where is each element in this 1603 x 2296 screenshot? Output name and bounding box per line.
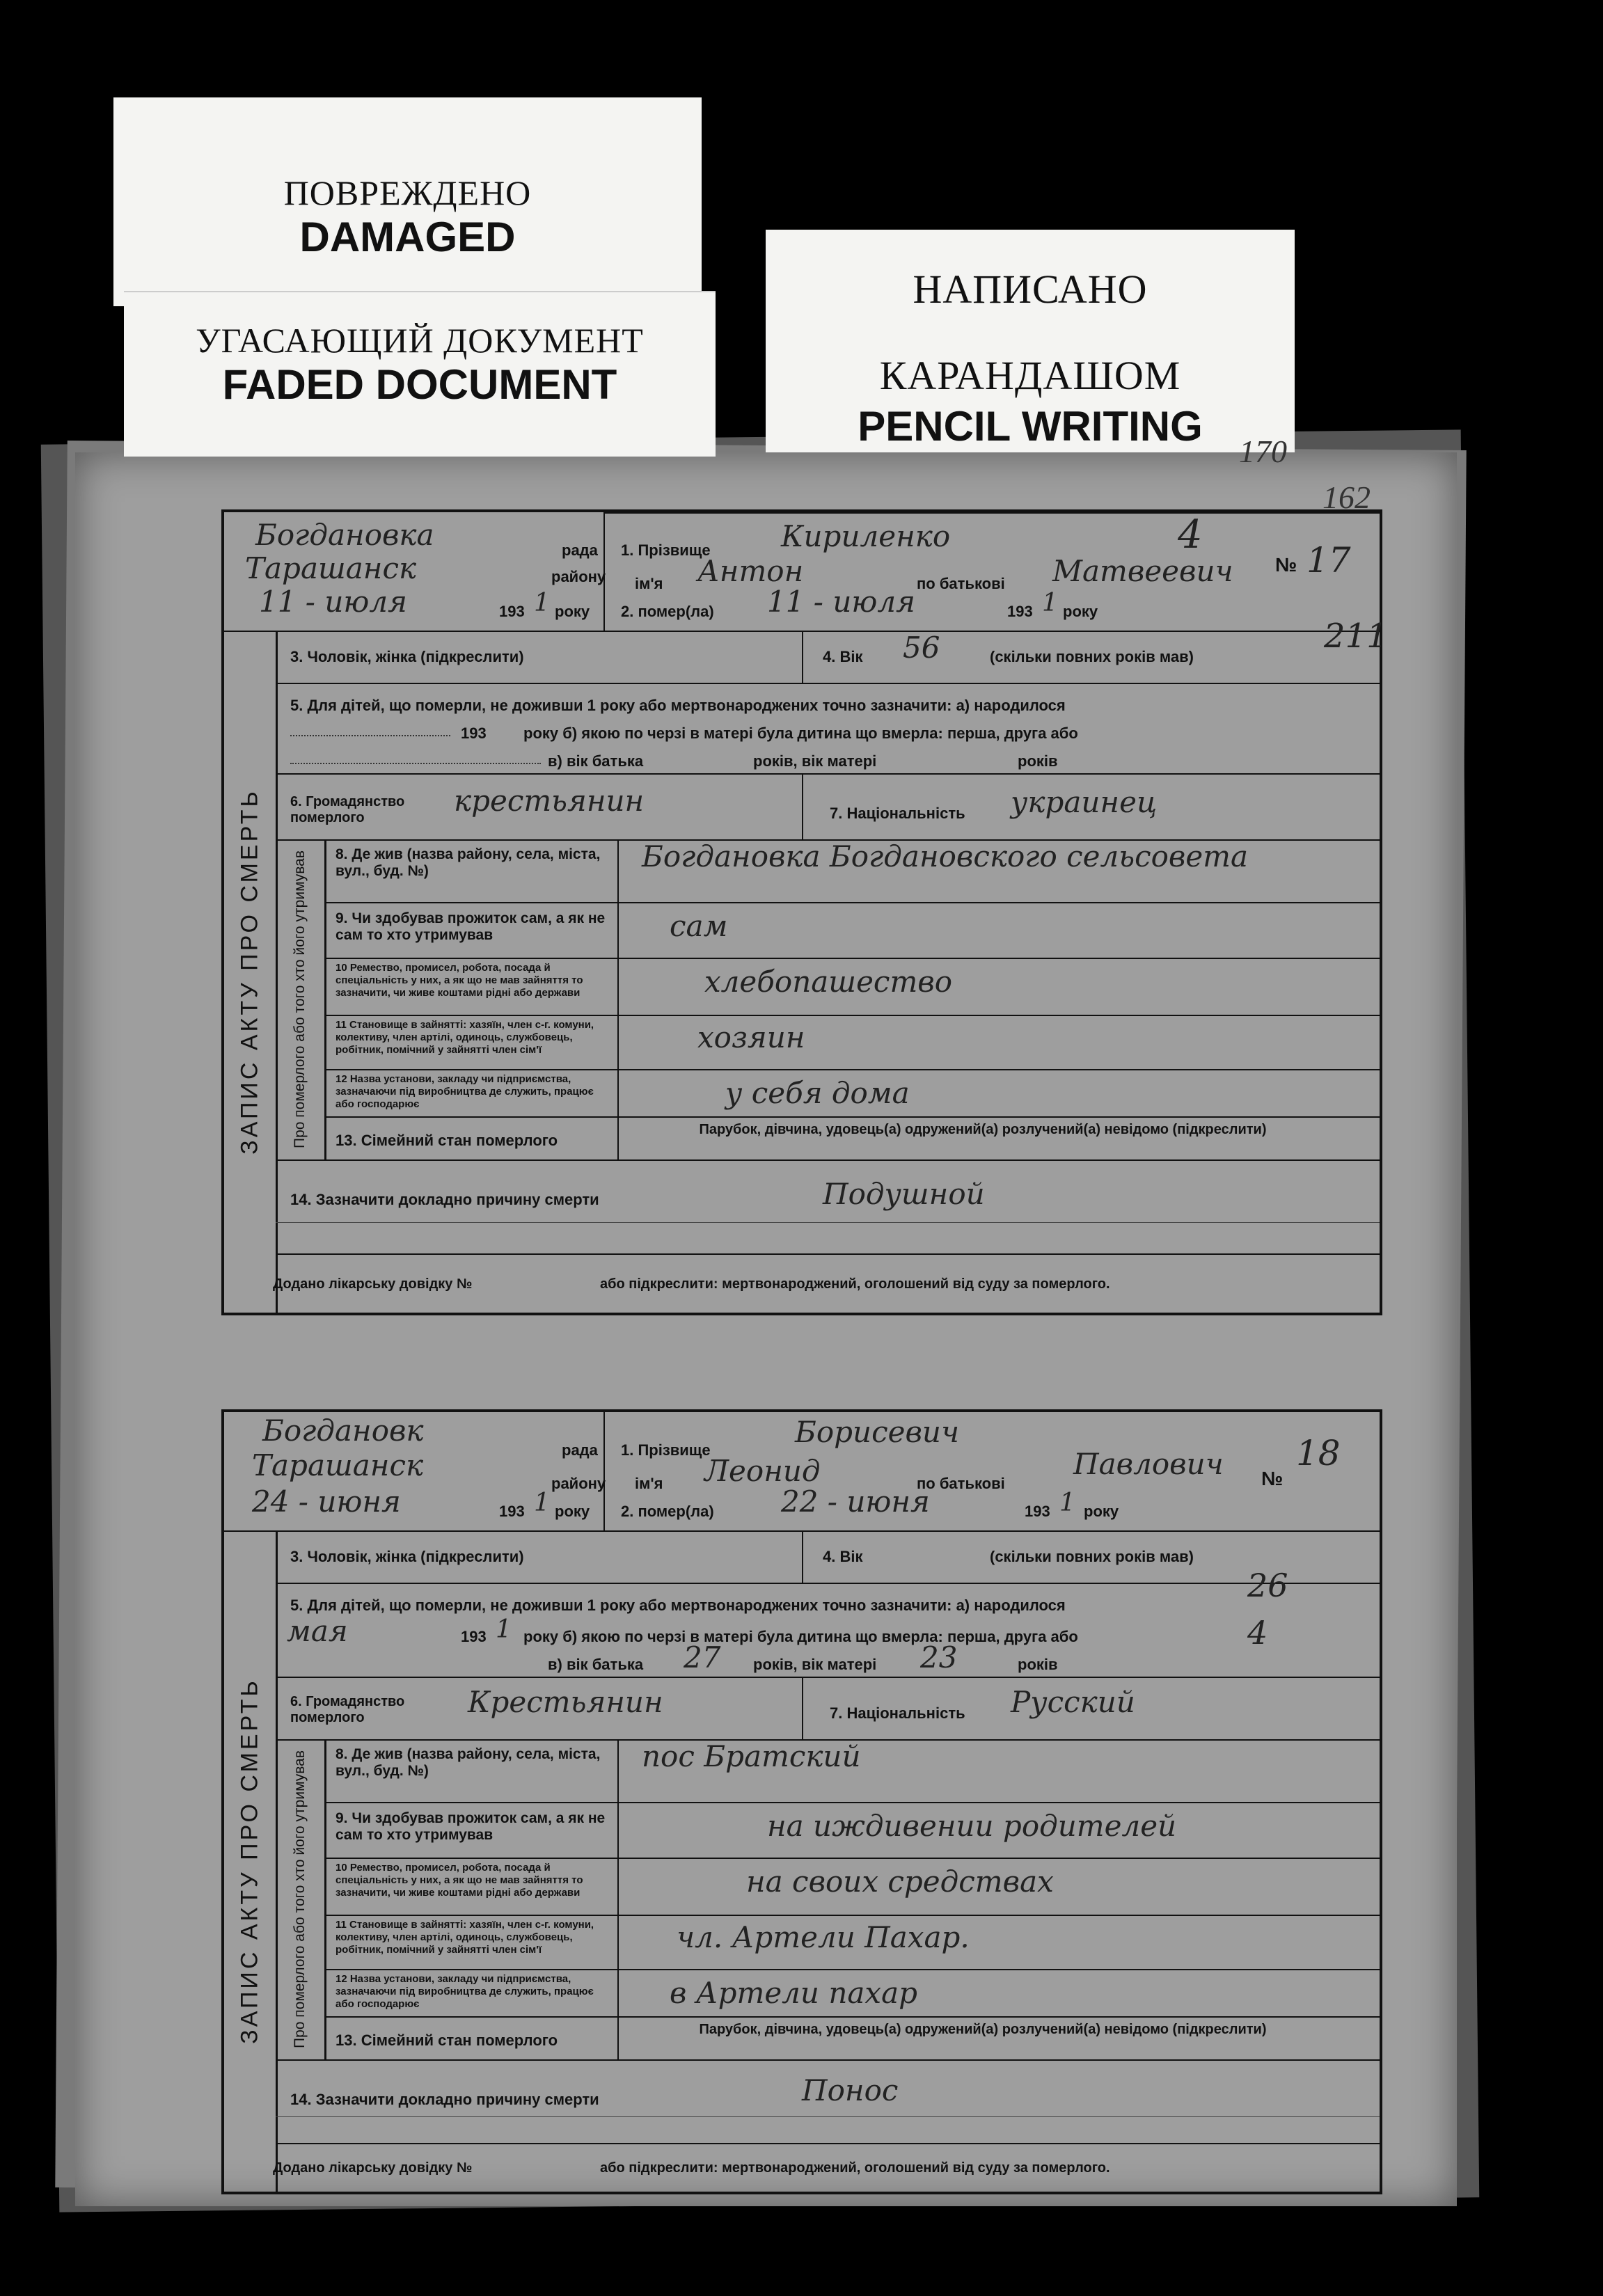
patronymic-label: по батькові [917,1475,1005,1492]
number-label: № [1261,1468,1284,1489]
citizenship-label: 6. Громадянство померлого [290,794,405,825]
support-value: на иждивении родителей [767,1809,1177,1843]
workplace-value: в Артели пахар [670,1976,918,2010]
side-subtitle: Про померлого або того хто його утримував [276,1739,326,2059]
record-date-value: 24 - июня [252,1485,401,1519]
roku-label: року [555,1503,590,1520]
number-alt-value: 4 [1178,512,1203,557]
sex-label: 3. Чоловік, жінка (підкреслити) [290,1548,524,1565]
nationality-label: 7. Національність [830,1704,965,1722]
sheet-number-second: 162 [1322,480,1371,515]
workplace-value: у себя дома [725,1076,910,1110]
pencil-label-ua-2: КАРАНДАШОМ [879,353,1181,398]
citizenship-label: 6. Громадянство померлого [290,1694,405,1725]
workplace-label: 12 Назва установи, закладу чи підприємства, зазначаючи під виробництва де служить, працює або господарює [335,1973,594,2010]
nationality-value: украинец [1011,785,1158,819]
order-value: 4 [1247,1614,1268,1652]
born-year-digit: 1 [496,1615,512,1644]
cause-value: Понос [802,2073,899,2107]
name-value: Антон [697,554,804,588]
death-year-label: 193 [1025,1503,1050,1520]
roku-label: року [555,603,590,620]
pencil-writing-label [766,230,1295,452]
father-age-label: в) вік батька [548,1656,644,1673]
death-date-value: 22 - июня [781,1485,930,1519]
age-value: 56 [903,631,940,665]
age-label: 4. Вік [823,648,863,665]
death-roku-label: року [1063,603,1098,620]
number-label: № [1275,554,1297,576]
patronymic-label: по батькові [917,575,1005,592]
family-status-options: Парубок, дівчина, удовець(а) одружений(а) розлучений(а) невідомо (підкреслити) [699,2022,1267,2037]
father-age-value: 27 [684,1640,721,1675]
age-label: 4. Вік [823,1548,863,1565]
death-label: 2. помер(ла) [621,603,714,620]
raion-label: району [551,1475,606,1492]
faded-label-en: FADED DOCUMENT [222,361,617,408]
damaged-label-en: DAMAGED [299,214,516,260]
death-year-digit: 1 [1042,589,1058,617]
record-number: 18 [1296,1433,1341,1473]
child-year-label: 193 [461,725,487,742]
nationality-label: 7. Національність [830,805,965,822]
mother-age-value: 23 [920,1640,958,1675]
rada-label: рада [562,1441,598,1459]
child-label-1: 5. Для дітей, що померли, не доживши 1 року або мертвонароджених точно зазначити: а) народилося [290,1597,1066,1614]
cause-value: Подушной [823,1177,985,1211]
occupation-label: 10 Ремество, промисел, робота, посада й спеціальність у них, а як що не мав зайняття то зазначити, чи живе коштами рідні або держави [335,1862,583,1899]
surname-value: Кириленко [781,519,951,553]
raion-value: Тарашанск [252,1448,424,1482]
occupation-label: 10 Ремество, промисел, робота, посада й спеціальність у них, а як що не мав зайняття то зазначити, чи живе коштами рідні або держави [335,962,583,999]
surname-value: Борисевич [795,1415,960,1449]
year-label: 193 [499,1503,525,1520]
workplace-label: 12 Назва установи, закладу чи підприємства, зазначаючи під виробництва де служить, працює або господарює [335,1073,594,1110]
pencil-label-ua-1: НАПИСАНО [913,267,1148,312]
death-date-value: 11 - июля [767,585,915,619]
raion-label: району [551,568,606,585]
cause-label: 14. Зазначити докладно причину смерти [290,1191,599,1208]
child-year-label: 193 [461,1628,487,1645]
years-label: років [1018,1656,1058,1673]
rada-label: рада [562,541,598,559]
side-subtitle: Про померлого або того хто його утримував [276,839,326,1159]
born-month-value: мая [287,1614,348,1648]
death-year-label: 193 [1007,603,1033,620]
death-record-form-2 [221,1409,1382,2194]
residence-value: пос Братский [642,1739,861,1773]
born-value: 26 [1247,1567,1288,1604]
damaged-label-ua: ПОВРЕЖДЕНО [283,173,532,212]
footer-label: Додано лікарську довідку № [273,1276,473,1292]
surname-label: 1. Прізвище [621,541,711,559]
footer-label: Додано лікарську довідку № [273,2160,473,2176]
side-title: ЗАПИС АКТУ ПРО СМЕРТЬ [224,631,278,1313]
citizenship-value: Крестьянин [468,1685,663,1719]
residence-value: Богдановка Богдановского сельсовета [642,839,1249,873]
child-label-1: 5. Для дітей, що померли, не доживши 1 року або мертвонароджених точно зазначити: а) народилося [290,697,1066,714]
citizenship-value: крестьянин [454,784,645,818]
age-tail: (скільки повних років мав) [990,1548,1194,1565]
year-digit: 1 [534,1489,550,1517]
years-label: років [1018,752,1058,770]
child-label-2: року б) якою по черзі в матері була дитина що вмерла: перша, друга або [523,725,1078,742]
year-label: 193 [499,603,525,620]
side-number: 211 [1324,617,1388,656]
pencil-label-en: PENCIL WRITING [858,403,1203,450]
age-tail: (скільки повних років мав) [990,648,1194,665]
sex-label: 3. Чоловік, жінка (підкреслити) [290,648,524,665]
sheet-number-top: 170 [1239,434,1287,469]
side-title: ЗАПИС АКТУ ПРО СМЕРТЬ [224,1530,278,2192]
father-age-label: в) вік батька [548,752,644,770]
patronymic-value: Матвеевич [1052,554,1233,588]
rada-value: Богдановк [262,1414,424,1448]
rada-value: Богдановка [255,518,434,552]
name-label: ім'я [635,575,663,592]
record-date-value: 11 - июля [259,585,407,619]
name-value: Леонид [704,1454,821,1488]
year-digit: 1 [534,589,550,617]
record-number: 17 [1306,540,1351,580]
support-label: 9. Чи здобував прожиток сам, а як не сам то хто утримував [335,910,606,943]
cause-label: 14. Зазначити докладно причину смерти [290,2091,599,2108]
death-label: 2. помер(ла) [621,1503,714,1520]
footer-tail: або підкреслити: мертвонароджений, оголошений від суду за померлого. [600,2160,1110,2176]
family-status-label: 13. Сімейний стан померлого [335,2032,558,2049]
mother-age-label: років, вік матері [753,752,877,770]
footer-tail: або підкреслити: мертвонароджений, оголошений від суду за померлого. [600,1276,1110,1292]
status-label: 11 Становище в зайнятті: хазяїн, член с-г. комуни, колективу, член артілі, одиноць, службовець, робітник, помічний у зайнятті член сім'ї [335,1919,594,1956]
name-label: ім'я [635,1475,663,1492]
support-label: 9. Чи здобував прожиток сам, а як не сам то хто утримував [335,1810,606,1843]
family-status-label: 13. Сімейний стан померлого [335,1132,558,1149]
occupation-value: на своих средствах [746,1864,1054,1899]
status-label: 11 Становище в зайнятті: хазяїн, член с-г. комуни, колективу, член артілі, одиноць, службовець, робітник, помічний у зайнятті член сім'ї [335,1019,594,1056]
residence-label: 8. Де жив (назва району, села, міста, вул., буд. №) [335,1746,601,1779]
occupation-value: хлебопашество [704,965,953,999]
death-record-form-1 [221,509,1388,1315]
faded-document-label [124,291,716,457]
residence-label: 8. Де жив (назва району, села, міста, вул., буд. №) [335,846,601,879]
status-value: хозяин [697,1020,805,1054]
death-roku-label: року [1084,1503,1119,1520]
support-value: сам [670,909,728,943]
damaged-label [113,97,702,306]
patronymic-value: Павлович [1073,1447,1224,1481]
family-status-options: Парубок, дівчина, удовець(а) одружений(а) розлучений(а) невідомо (підкреслити) [699,1122,1267,1137]
nationality-value: Русский [1011,1685,1135,1719]
faded-label-ua: УГАСАЮЩИЙ ДОКУМЕНТ [196,321,644,360]
raion-value: Тарашанск [245,551,417,585]
status-value: чл. Артели Пахар. [677,1920,970,1954]
surname-label: 1. Прізвище [621,1441,711,1459]
mother-age-label: років, вік матері [753,1656,877,1673]
death-year-digit: 1 [1059,1489,1075,1517]
child-label-2: року б) якою по черзі в матері була дитина що вмерла: перша, друга або [523,1628,1078,1645]
